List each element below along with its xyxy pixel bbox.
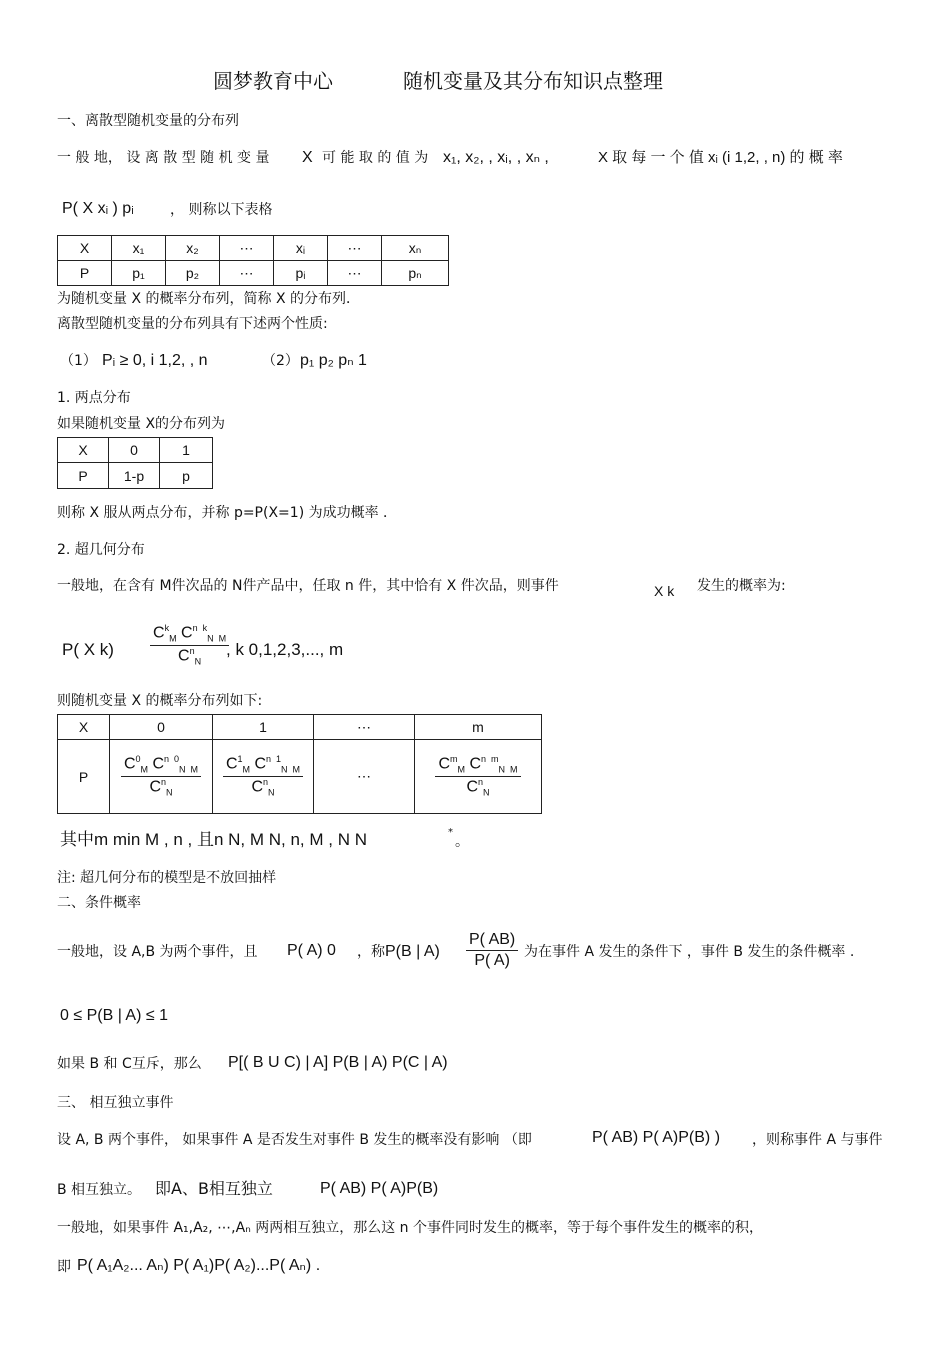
s3-line2-formula: P( AB) P( A)P(B) [320, 1180, 439, 1197]
s1-px-tail: ， 则称以下表格 [170, 202, 273, 218]
two-point-intro: 如果随机变量 X的分布列为 [57, 416, 226, 432]
s3-line1-formula: P( AB) P( A)P(B) ) [592, 1129, 721, 1146]
fraction-numerator: P( AB) [466, 931, 518, 951]
s1-prop1-label: （1） [60, 353, 97, 369]
table-cell: ⋯ [220, 261, 274, 286]
table-cell: P [58, 261, 112, 286]
table-cell: ⋯ [314, 715, 415, 740]
section-2-heading: 二、条件概率 [57, 895, 141, 911]
table-cell: x₁ [112, 236, 166, 261]
s3-line4-a: 即 [57, 1259, 71, 1275]
s1-prop2: p₁ p₂ pₙ 1 [300, 352, 367, 369]
s1-intro-b: 可 能 取 的 值 为 [322, 150, 429, 166]
section-1-heading: 一、离散型随机变量的分布列 [57, 113, 239, 129]
table-cell: X [58, 438, 109, 463]
table-cell: p₁ [112, 261, 166, 286]
s2-def-pa: P( A) 0 [287, 942, 336, 959]
table-cell-fraction: $\frac{C^m_M C^{n m}_{N M}}{C^n_N}$ [415, 740, 542, 814]
table-cell: xᵢ [274, 236, 328, 261]
s2-def-pba: P(B | A) [385, 943, 440, 960]
table-row [58, 438, 213, 463]
hyper-where-end: 。 [455, 834, 469, 850]
page-title: 随机变量及其分布知识点整理 [403, 69, 663, 93]
hyper-formula-fraction: $\frac{C^k_M C^{n k}_{N M}}{C^n_N}$ [150, 624, 229, 668]
table-row [58, 715, 542, 740]
hyper-table-intro: 则随机变量 X 的概率分布列如下: [57, 693, 263, 709]
hyper-formula-rhs: , k 0,1,2,3,..., m [226, 640, 344, 659]
table-cell: 1 [160, 438, 213, 463]
hyper-event-tail: 发生的概率为: [697, 578, 786, 594]
table-cell: 0 [109, 438, 160, 463]
s1-intro-x: X [302, 149, 313, 166]
hyper-table [57, 714, 542, 814]
s3-line4-formula: P( A₁A₂... Aₙ) P( A₁)P( A₂)...P( Aₙ) . [77, 1257, 321, 1274]
hyper-heading: 2. 超几何分布 [57, 542, 145, 558]
s3-line3: 一般地，如果事件 A₁,A₂, ⋯,Aₙ 两两相互独立，那么这 n 个事件同时发生的概率，等于每个事件发生的概率的积， [57, 1220, 764, 1236]
table-cell: P [58, 740, 110, 814]
s2-def-a: 一般地，设 A,B 为两个事件，且 [57, 944, 258, 960]
hyper-event: X k [654, 583, 675, 599]
table-cell: ⋯ [314, 740, 415, 814]
hyper-where-star: * [448, 827, 453, 838]
table-row [58, 463, 213, 489]
table-cell: pᵢ [274, 261, 328, 286]
s1-prop1: Pᵢ ≥ 0, i 1,2, , n [102, 352, 208, 369]
distribution-table [57, 235, 449, 286]
table-cell: p₂ [166, 261, 220, 286]
table-cell: 0 [110, 715, 213, 740]
s2-range: 0 ≤ P(B | A) ≤ 1 [60, 1007, 168, 1024]
hyper-formula-lhs: P( X k) [62, 640, 114, 659]
table-cell: x₂ [166, 236, 220, 261]
s1-intro-vals: x₁, x₂, , xᵢ, , xₙ , [443, 149, 549, 166]
s2-def-c: 为在事件 A 发生的条件下 ，事件 B 发生的条件概率 . [524, 944, 855, 960]
table-row [58, 261, 449, 286]
table-cell: xₙ [382, 236, 449, 261]
s1-after-1: 为随机变量 X 的概率分布列，简称 X 的分布列． [57, 291, 360, 307]
table-cell: 1-p [109, 463, 160, 489]
table-cell-fraction: $\frac{C^1_M C^{n 1}_{N M}}{C^n_N}$ [213, 740, 314, 814]
table-cell: pₙ [382, 261, 449, 286]
table-cell: ⋯ [328, 261, 382, 286]
s2-mutex-a: 如果 B 和 C互斥，那么 [57, 1056, 202, 1072]
hyper-note: 注: 超几何分布的模型是不放回抽样 [57, 870, 277, 886]
org-name: 圆梦教育中心 [213, 69, 333, 93]
s2-mutex-formula: P[( B U C) | A] P(B | A) P(C | A) [228, 1054, 448, 1071]
table-cell: X [58, 236, 112, 261]
s1-prop2-label: （2） [262, 353, 299, 369]
table-cell: X [58, 715, 110, 740]
s2-def-fraction [466, 931, 518, 969]
table-cell: ⋯ [220, 236, 274, 261]
hyper-intro: 一般地，在含有 M件次品的 N件产品中，任取 n 件，其中恰有 X 件次品，则事件 [57, 578, 559, 594]
table-cell-fraction: $\frac{C^0_M C^{n 0}_{N M}}{C^n_N}$ [110, 740, 213, 814]
hyper-where: 其中m min M , n , 且n N, M N, n, M , N N [60, 830, 367, 849]
fraction-denominator: P( A) [474, 951, 510, 969]
two-point-heading: 1. 两点分布 [57, 390, 131, 406]
s2-def-b: ，称 [357, 944, 385, 960]
s3-line1-b: ，则称事件 A 与事件 [752, 1132, 883, 1148]
table-cell: P [58, 463, 109, 489]
s1-intro-a: 一 般 地， 设 离 散 型 随 机 变 量 [57, 150, 270, 166]
s3-line2-b: 即A、B相互独立 [155, 1179, 273, 1198]
two-point-conclusion: 则称 X 服从两点分布，并称 p=P(X=1) 为成功概率 ． [57, 505, 398, 521]
s1-px-formula: P( X xᵢ ) pᵢ [62, 200, 134, 217]
section-3-heading: 三、 相互独立事件 [57, 1095, 174, 1111]
s3-line1-a: 设 A, B 两个事件， 如果事件 A 是否发生对事件 B 发生的概率没有影响 （即 [57, 1132, 532, 1148]
table-cell: 1 [213, 715, 314, 740]
table-row [58, 236, 449, 261]
s1-after-2: 离散型随机变量的分布列具有下述两个性质: [57, 316, 328, 332]
s1-intro-c: X 取 每 一 个 值 xᵢ (i 1,2, , n) 的 概 率 [598, 149, 843, 166]
s3-line2-a: B 相互独立。 [57, 1182, 142, 1198]
table-cell: p [160, 463, 213, 489]
table-row [58, 740, 542, 814]
table-cell: m [415, 715, 542, 740]
two-point-table [57, 437, 213, 489]
table-cell: ⋯ [328, 236, 382, 261]
